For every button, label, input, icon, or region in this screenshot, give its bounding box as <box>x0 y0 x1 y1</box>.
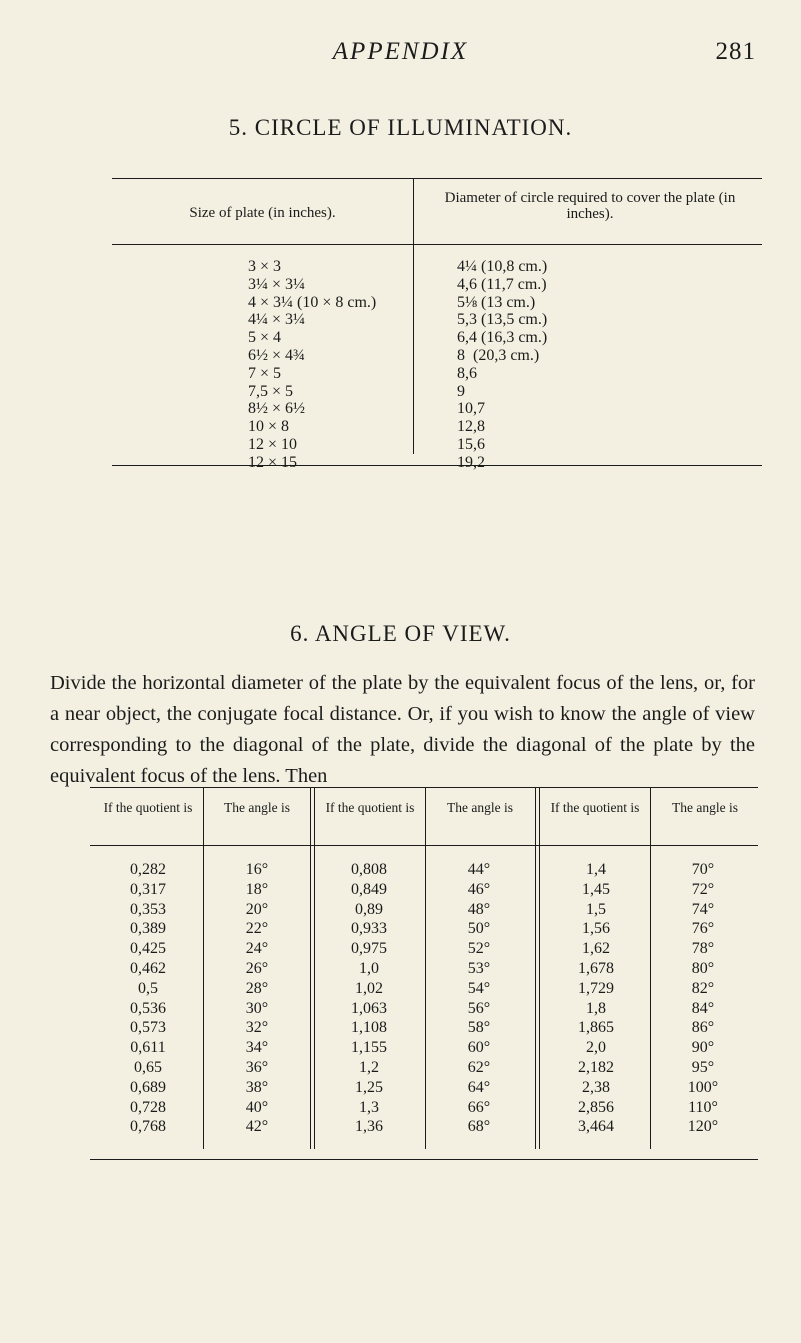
diameter-cell: 19,2 <box>457 453 485 471</box>
section-6-title: 6. ANGLE OF VIEW. <box>290 621 511 646</box>
angle-cell: 52° <box>467 940 491 958</box>
angle-cell: 24° <box>245 940 269 958</box>
column-header-circle-diameter: Diameter of circle required to cover the plate (in inches). <box>444 190 736 222</box>
quotient-cell: 1,45 <box>582 880 610 898</box>
column-header: If the quotient is <box>550 800 640 815</box>
quotient-cell: 0,65 <box>134 1058 162 1076</box>
angle-cell: 120° <box>687 1118 719 1136</box>
quotient-cell: 0,389 <box>130 920 166 938</box>
quotient-cell: 0,282 <box>130 861 166 878</box>
angle-cell: 36° <box>245 1058 269 1076</box>
angle-cell: 76° <box>691 920 715 938</box>
table-bottom-rule <box>90 1159 758 1160</box>
section-5-title: 5. CIRCLE OF ILLUMINATION. <box>228 115 573 140</box>
angle-cell: 46° <box>467 880 491 898</box>
angle-cell: 80° <box>691 959 715 977</box>
diameter-cell: 12,8 <box>457 418 485 436</box>
angle-cell: 22° <box>245 920 269 938</box>
column-divider <box>425 787 426 1149</box>
plate-size-cell: 10 × 8 <box>248 418 290 436</box>
plate-size-cell: 7,5 × 5 <box>248 382 294 400</box>
quotient-cell: 0,573 <box>130 1019 166 1037</box>
diameter-cell: 4,6 (11,7 cm.) <box>457 275 547 293</box>
angle-cell: 66° <box>467 1098 491 1116</box>
angle-column-2 <box>434 860 524 1137</box>
instructions-paragraph: Divide the horizontal diameter of the plate by the equivalent focus of the lens, or, for a near object, the conjugate focal distance. Or, if you wish to know the angle of view corresponding to the diagonal of the plate, divide the diagonal of the plate by the equivalent focus of the lens. Then <box>50 672 755 787</box>
angle-column-1 <box>212 860 302 1137</box>
angle-cell: 44° <box>467 861 491 878</box>
quotient-column-1 <box>108 860 188 1137</box>
plate-size-cell: 5 × 4 <box>248 329 282 347</box>
angle-cell: 90° <box>691 1039 715 1057</box>
diameter-cell: 10,7 <box>457 400 485 418</box>
quotient-cell: 0,689 <box>130 1078 166 1096</box>
column-header-plate-size: Size of plate (in inches). <box>189 205 336 221</box>
quotient-cell: 2,38 <box>582 1078 610 1096</box>
column-divider <box>310 787 311 1149</box>
column-header: The angle is <box>224 800 290 815</box>
plate-size-cell: 12 × 15 <box>248 453 298 471</box>
quotient-cell: 1,62 <box>582 940 610 958</box>
diameter-cell: 9 <box>457 382 465 400</box>
angle-cell: 86° <box>691 1019 715 1037</box>
table-top-rule <box>90 787 758 788</box>
quotient-cell: 1,25 <box>355 1078 383 1096</box>
diameter-cell: 4¼ (10,8 cm.) <box>457 258 548 275</box>
plate-size-cell: 3 × 3 <box>248 258 282 275</box>
quotient-cell: 3,464 <box>578 1118 614 1136</box>
quotient-cell: 2,0 <box>586 1039 606 1057</box>
angle-cell: 38° <box>245 1078 269 1096</box>
angle-cell: 56° <box>467 999 491 1017</box>
plate-size-cell: 4 × 3¼ (10 × 8 cm.) <box>248 293 377 311</box>
quotient-cell: 1,3 <box>359 1098 379 1116</box>
quotient-column-3 <box>548 860 644 1137</box>
quotient-cell: 1,2 <box>359 1058 379 1076</box>
angle-cell: 95° <box>691 1058 715 1076</box>
page-number: 281 <box>715 38 756 65</box>
angle-cell: 58° <box>467 1019 491 1037</box>
quotient-cell: 2,856 <box>578 1098 614 1116</box>
angle-cell: 54° <box>467 979 491 997</box>
angle-cell: 20° <box>245 900 269 918</box>
plate-size-cell: 12 × 10 <box>248 436 298 453</box>
angle-cell: 64° <box>467 1078 491 1096</box>
angle-cell: 28° <box>245 979 269 997</box>
plate-size-cell: 7 × 5 <box>248 364 282 382</box>
quotient-cell: 2,182 <box>578 1058 614 1076</box>
angle-cell: 62° <box>467 1058 491 1076</box>
diameter-cell: 6,4 (16,3 cm.) <box>457 329 548 347</box>
angle-cell: 16° <box>245 861 269 878</box>
quotient-cell: 1,678 <box>578 959 614 977</box>
quotient-cell: 1,108 <box>351 1019 387 1037</box>
quotient-cell: 0,933 <box>351 920 387 938</box>
plate-size-cell: 4¼ × 3¼ <box>248 311 306 329</box>
plate-size-cell: 6½ × 4¾ <box>248 347 306 364</box>
angle-cell: 53° <box>467 959 491 977</box>
quotient-cell: 1,8 <box>586 999 606 1017</box>
quotient-cell: 0,849 <box>351 880 387 898</box>
quotient-cell: 1,4 <box>586 861 606 878</box>
angle-cell: 110° <box>688 1098 718 1116</box>
quotient-cell: 0,89 <box>355 900 383 918</box>
plate-size-cell: 3¼ × 3¼ <box>248 275 306 293</box>
angle-cell: 42° <box>245 1118 269 1136</box>
running-title: APPENDIX <box>332 38 469 65</box>
diameter-cell: 15,6 <box>457 436 485 453</box>
angle-cell: 72° <box>691 880 715 898</box>
angle-cell: 82° <box>691 979 715 997</box>
quotient-cell: 0,317 <box>130 880 166 898</box>
column-divider <box>314 787 315 1149</box>
angle-cell: 40° <box>245 1098 269 1116</box>
quotient-cell: 1,865 <box>578 1019 614 1037</box>
angle-cell: 70° <box>691 861 715 878</box>
column-header: If the quotient is <box>103 800 193 815</box>
quotient-cell: 0,536 <box>130 999 166 1017</box>
quotient-cell: 0,975 <box>351 940 387 958</box>
quotient-cell: 1,0 <box>359 959 379 977</box>
angle-cell: 74° <box>691 900 715 918</box>
angle-cell: 100° <box>687 1078 719 1096</box>
column-header: If the quotient is <box>325 800 415 815</box>
quotient-cell: 0,728 <box>130 1098 166 1116</box>
angle-cell: 84° <box>691 999 715 1017</box>
quotient-cell: 0,611 <box>130 1039 166 1057</box>
quotient-cell: 0,808 <box>351 861 387 878</box>
quotient-column-2 <box>324 860 414 1137</box>
angle-cell: 50° <box>467 920 491 938</box>
angle-column-3 <box>658 860 748 1137</box>
quotient-cell: 0,425 <box>130 940 166 958</box>
angle-cell: 32° <box>245 1019 269 1037</box>
quotient-cell: 1,5 <box>586 900 606 918</box>
quotient-cell: 1,36 <box>355 1118 383 1136</box>
table-header-rule <box>90 845 758 846</box>
column-divider <box>203 787 204 1149</box>
column-header: The angle is <box>447 800 513 815</box>
quotient-cell: 0,462 <box>130 959 166 977</box>
angle-cell: 78° <box>691 940 715 958</box>
column-header: The angle is <box>672 800 738 815</box>
quotient-cell: 1,063 <box>351 999 387 1017</box>
angle-cell: 48° <box>467 900 491 918</box>
diameter-cell: 8,6 <box>457 364 477 382</box>
plate-size-cell: 8½ × 6½ <box>248 400 306 418</box>
quotient-cell: 1,56 <box>582 920 610 938</box>
angle-cell: 34° <box>245 1039 269 1057</box>
quotient-cell: 1,729 <box>578 979 614 997</box>
angle-cell: 68° <box>467 1118 491 1136</box>
column-divider <box>650 787 651 1149</box>
column-divider <box>539 787 540 1149</box>
quotient-cell: 1,02 <box>355 979 383 997</box>
angle-cell: 18° <box>245 880 269 898</box>
quotient-cell: 1,155 <box>351 1039 387 1057</box>
angle-cell: 30° <box>245 999 269 1017</box>
diameter-cell: 5⅛ (13 cm.) <box>457 293 536 311</box>
quotient-cell: 0,5 <box>138 979 158 997</box>
quotient-cell: 0,768 <box>130 1118 166 1136</box>
angle-cell: 26° <box>245 959 269 977</box>
diameter-cell: 8 (20,3 cm.) <box>457 347 540 364</box>
quotient-cell: 0,353 <box>130 900 166 918</box>
diameter-cell: 5,3 (13,5 cm.) <box>457 311 548 329</box>
column-divider <box>535 787 536 1149</box>
angle-cell: 60° <box>467 1039 491 1057</box>
